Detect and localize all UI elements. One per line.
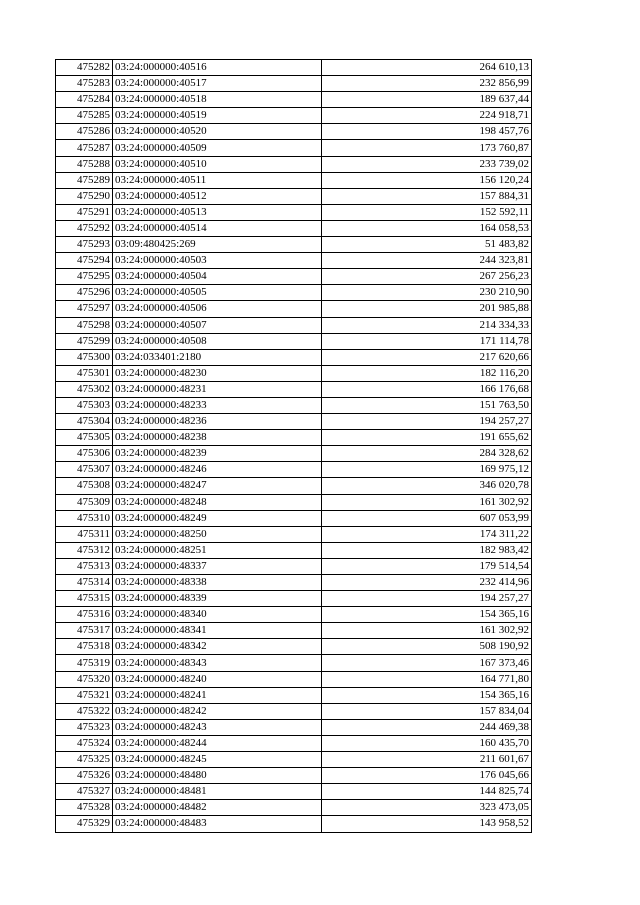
table-row xyxy=(56,237,532,253)
row-number-cell: 475291 xyxy=(56,204,113,220)
table-row xyxy=(56,671,532,687)
row-number-cell: 475313 xyxy=(56,558,113,574)
value-cell: 182 983,42 xyxy=(322,542,532,558)
value-cell: 160 435,70 xyxy=(322,735,532,751)
value-cell: 189 637,44 xyxy=(322,92,532,108)
cadastral-number-cell: 03:24:000000:48239 xyxy=(113,446,322,462)
cadastral-number-cell: 03:24:000000:48337 xyxy=(113,558,322,574)
cadastral-number-cell: 03:24:000000:48338 xyxy=(113,575,322,591)
row-number-cell: 475320 xyxy=(56,671,113,687)
row-number-cell: 475304 xyxy=(56,414,113,430)
table-row xyxy=(56,639,532,655)
cadastral-number-cell: 03:24:000000:40507 xyxy=(113,317,322,333)
value-cell: 166 176,68 xyxy=(322,381,532,397)
value-cell: 179 514,54 xyxy=(322,558,532,574)
cadastral-number-cell: 03:24:000000:48480 xyxy=(113,768,322,784)
cadastral-number-cell: 03:24:000000:40513 xyxy=(113,204,322,220)
row-number-cell: 475328 xyxy=(56,800,113,816)
value-cell: 154 365,16 xyxy=(322,687,532,703)
value-cell: 244 469,38 xyxy=(322,719,532,735)
table-row xyxy=(56,349,532,365)
value-cell: 214 334,33 xyxy=(322,317,532,333)
cadastral-number-cell: 03:24:000000:48230 xyxy=(113,365,322,381)
row-number-cell: 475298 xyxy=(56,317,113,333)
row-number-cell: 475312 xyxy=(56,542,113,558)
table-row xyxy=(56,478,532,494)
value-cell: 156 120,24 xyxy=(322,172,532,188)
table-row xyxy=(56,687,532,703)
table-row xyxy=(56,124,532,140)
cadastral-number-cell: 03:24:000000:40506 xyxy=(113,301,322,317)
value-cell: 157 834,04 xyxy=(322,703,532,719)
value-cell: 152 592,11 xyxy=(322,204,532,220)
value-cell: 164 058,53 xyxy=(322,220,532,236)
row-number-cell: 475309 xyxy=(56,494,113,510)
row-number-cell: 475302 xyxy=(56,381,113,397)
row-number-cell: 475305 xyxy=(56,430,113,446)
cadastral-number-cell: 03:24:000000:48340 xyxy=(113,607,322,623)
cadastral-number-cell: 03:24:000000:48236 xyxy=(113,414,322,430)
row-number-cell: 475322 xyxy=(56,703,113,719)
value-cell: 154 365,16 xyxy=(322,607,532,623)
table-row xyxy=(56,269,532,285)
table-row xyxy=(56,784,532,800)
value-cell: 284 328,62 xyxy=(322,446,532,462)
table-row xyxy=(56,397,532,413)
value-cell: 194 257,27 xyxy=(322,591,532,607)
value-cell: 161 302,92 xyxy=(322,494,532,510)
value-cell: 164 771,80 xyxy=(322,671,532,687)
row-number-cell: 475303 xyxy=(56,397,113,413)
cadastral-number-cell: 03:24:000000:40508 xyxy=(113,333,322,349)
value-cell: 232 414,96 xyxy=(322,575,532,591)
table-row xyxy=(56,414,532,430)
cadastral-number-cell: 03:24:000000:40509 xyxy=(113,140,322,156)
row-number-cell: 475316 xyxy=(56,607,113,623)
table-row xyxy=(56,365,532,381)
cadastral-number-cell: 03:24:000000:40517 xyxy=(113,76,322,92)
value-cell: 211 601,67 xyxy=(322,752,532,768)
cadastral-number-cell: 03:24:033401:2180 xyxy=(113,349,322,365)
row-number-cell: 475327 xyxy=(56,784,113,800)
row-number-cell: 475300 xyxy=(56,349,113,365)
row-number-cell: 475329 xyxy=(56,816,113,832)
value-cell: 201 985,88 xyxy=(322,301,532,317)
cadastral-number-cell: 03:24:000000:40511 xyxy=(113,172,322,188)
value-cell: 233 739,02 xyxy=(322,156,532,172)
table-row xyxy=(56,172,532,188)
table-row xyxy=(56,575,532,591)
row-number-cell: 475294 xyxy=(56,253,113,269)
value-cell: 161 302,92 xyxy=(322,623,532,639)
cadastral-number-cell: 03:24:000000:48233 xyxy=(113,397,322,413)
row-number-cell: 475289 xyxy=(56,172,113,188)
table-row xyxy=(56,703,532,719)
table-row xyxy=(56,220,532,236)
row-number-cell: 475301 xyxy=(56,365,113,381)
row-number-cell: 475324 xyxy=(56,735,113,751)
value-cell: 346 020,78 xyxy=(322,478,532,494)
cadastral-number-cell: 03:24:000000:48249 xyxy=(113,510,322,526)
table-row xyxy=(56,446,532,462)
row-number-cell: 475311 xyxy=(56,526,113,542)
cadastral-number-cell: 03:24:000000:48231 xyxy=(113,381,322,397)
cadastral-number-cell: 03:24:000000:48483 xyxy=(113,816,322,832)
value-cell: 191 655,62 xyxy=(322,430,532,446)
value-cell: 217 620,66 xyxy=(322,349,532,365)
cadastral-number-cell: 03:24:000000:48241 xyxy=(113,687,322,703)
table-row xyxy=(56,333,532,349)
value-cell: 182 116,20 xyxy=(322,365,532,381)
cadastral-number-cell: 03:24:000000:48343 xyxy=(113,655,322,671)
value-cell: 198 457,76 xyxy=(322,124,532,140)
cadastral-number-cell: 03:24:000000:48243 xyxy=(113,719,322,735)
row-number-cell: 475297 xyxy=(56,301,113,317)
cadastral-number-cell: 03:24:000000:48482 xyxy=(113,800,322,816)
value-cell: 176 045,66 xyxy=(322,768,532,784)
value-cell: 194 257,27 xyxy=(322,414,532,430)
cadastral-number-cell: 03:24:000000:48250 xyxy=(113,526,322,542)
row-number-cell: 475285 xyxy=(56,108,113,124)
value-cell: 224 918,71 xyxy=(322,108,532,124)
table-row xyxy=(56,285,532,301)
cadastral-number-cell: 03:24:000000:40518 xyxy=(113,92,322,108)
value-cell: 264 610,13 xyxy=(322,60,532,76)
value-cell: 508 190,92 xyxy=(322,639,532,655)
table-row xyxy=(56,623,532,639)
value-cell: 143 958,52 xyxy=(322,816,532,832)
cadastral-number-cell: 03:24:000000:48244 xyxy=(113,735,322,751)
cadastral-number-cell: 03:24:000000:48248 xyxy=(113,494,322,510)
cadastral-number-cell: 03:24:000000:48240 xyxy=(113,671,322,687)
value-cell: 151 763,50 xyxy=(322,397,532,413)
cadastral-number-cell: 03:24:000000:48342 xyxy=(113,639,322,655)
cadastral-number-cell: 03:24:000000:48339 xyxy=(113,591,322,607)
cadastral-number-cell: 03:24:000000:48246 xyxy=(113,462,322,478)
value-cell: 607 053,99 xyxy=(322,510,532,526)
row-number-cell: 475321 xyxy=(56,687,113,703)
table-row xyxy=(56,816,532,832)
row-number-cell: 475292 xyxy=(56,220,113,236)
table-row xyxy=(56,607,532,623)
table-row xyxy=(56,591,532,607)
row-number-cell: 475299 xyxy=(56,333,113,349)
cadastral-number-cell: 03:24:000000:48247 xyxy=(113,478,322,494)
table-row xyxy=(56,92,532,108)
table-row xyxy=(56,140,532,156)
cadastral-number-cell: 03:24:000000:40505 xyxy=(113,285,322,301)
row-number-cell: 475288 xyxy=(56,156,113,172)
cadastral-number-cell: 03:24:000000:48245 xyxy=(113,752,322,768)
table-row xyxy=(56,735,532,751)
table-row xyxy=(56,188,532,204)
table-row xyxy=(56,542,532,558)
cadastral-number-cell: 03:24:000000:48238 xyxy=(113,430,322,446)
cadastral-number-cell: 03:24:000000:40510 xyxy=(113,156,322,172)
row-number-cell: 475308 xyxy=(56,478,113,494)
row-number-cell: 475323 xyxy=(56,719,113,735)
cadastral-number-cell: 03:24:000000:40504 xyxy=(113,269,322,285)
table-row xyxy=(56,800,532,816)
table-row xyxy=(56,60,532,76)
row-number-cell: 475290 xyxy=(56,188,113,204)
table-row xyxy=(56,510,532,526)
row-number-cell: 475296 xyxy=(56,285,113,301)
value-cell: 169 975,12 xyxy=(322,462,532,478)
value-cell: 244 323,81 xyxy=(322,253,532,269)
table-body xyxy=(56,60,532,833)
row-number-cell: 475283 xyxy=(56,76,113,92)
table-row xyxy=(56,301,532,317)
table-row xyxy=(56,156,532,172)
table-row xyxy=(56,558,532,574)
table-row xyxy=(56,253,532,269)
table-row xyxy=(56,752,532,768)
row-number-cell: 475306 xyxy=(56,446,113,462)
cadastral-number-cell: 03:24:000000:48251 xyxy=(113,542,322,558)
row-number-cell: 475314 xyxy=(56,575,113,591)
value-cell: 157 884,31 xyxy=(322,188,532,204)
value-cell: 174 311,22 xyxy=(322,526,532,542)
cadastral-number-cell: 03:24:000000:40503 xyxy=(113,253,322,269)
value-cell: 167 373,46 xyxy=(322,655,532,671)
row-number-cell: 475282 xyxy=(56,60,113,76)
data-table xyxy=(55,59,532,833)
row-number-cell: 475317 xyxy=(56,623,113,639)
row-number-cell: 475284 xyxy=(56,92,113,108)
row-number-cell: 475326 xyxy=(56,768,113,784)
value-cell: 171 114,78 xyxy=(322,333,532,349)
row-number-cell: 475287 xyxy=(56,140,113,156)
value-cell: 232 856,99 xyxy=(322,76,532,92)
cadastral-number-cell: 03:24:000000:48242 xyxy=(113,703,322,719)
table-row xyxy=(56,381,532,397)
table-row xyxy=(56,108,532,124)
table-row xyxy=(56,317,532,333)
table-row xyxy=(56,768,532,784)
cadastral-number-cell: 03:24:000000:40520 xyxy=(113,124,322,140)
value-cell: 144 825,74 xyxy=(322,784,532,800)
table-row xyxy=(56,494,532,510)
value-cell: 173 760,87 xyxy=(322,140,532,156)
row-number-cell: 475315 xyxy=(56,591,113,607)
table-row xyxy=(56,462,532,478)
row-number-cell: 475319 xyxy=(56,655,113,671)
cadastral-number-cell: 03:24:000000:40512 xyxy=(113,188,322,204)
cadastral-number-cell: 03:24:000000:40516 xyxy=(113,60,322,76)
cadastral-number-cell: 03:09:480425:269 xyxy=(113,237,322,253)
row-number-cell: 475318 xyxy=(56,639,113,655)
row-number-cell: 475310 xyxy=(56,510,113,526)
value-cell: 267 256,23 xyxy=(322,269,532,285)
cadastral-number-cell: 03:24:000000:48481 xyxy=(113,784,322,800)
cadastral-number-cell: 03:24:000000:40514 xyxy=(113,220,322,236)
value-cell: 51 483,82 xyxy=(322,237,532,253)
table-row xyxy=(56,76,532,92)
cadastral-number-cell: 03:24:000000:40519 xyxy=(113,108,322,124)
value-cell: 323 473,05 xyxy=(322,800,532,816)
row-number-cell: 475286 xyxy=(56,124,113,140)
cadastral-number-cell: 03:24:000000:48341 xyxy=(113,623,322,639)
table-row xyxy=(56,526,532,542)
table-row xyxy=(56,204,532,220)
table-row xyxy=(56,719,532,735)
row-number-cell: 475325 xyxy=(56,752,113,768)
value-cell: 230 210,90 xyxy=(322,285,532,301)
row-number-cell: 475295 xyxy=(56,269,113,285)
row-number-cell: 475307 xyxy=(56,462,113,478)
table-row xyxy=(56,655,532,671)
table-row xyxy=(56,430,532,446)
row-number-cell: 475293 xyxy=(56,237,113,253)
